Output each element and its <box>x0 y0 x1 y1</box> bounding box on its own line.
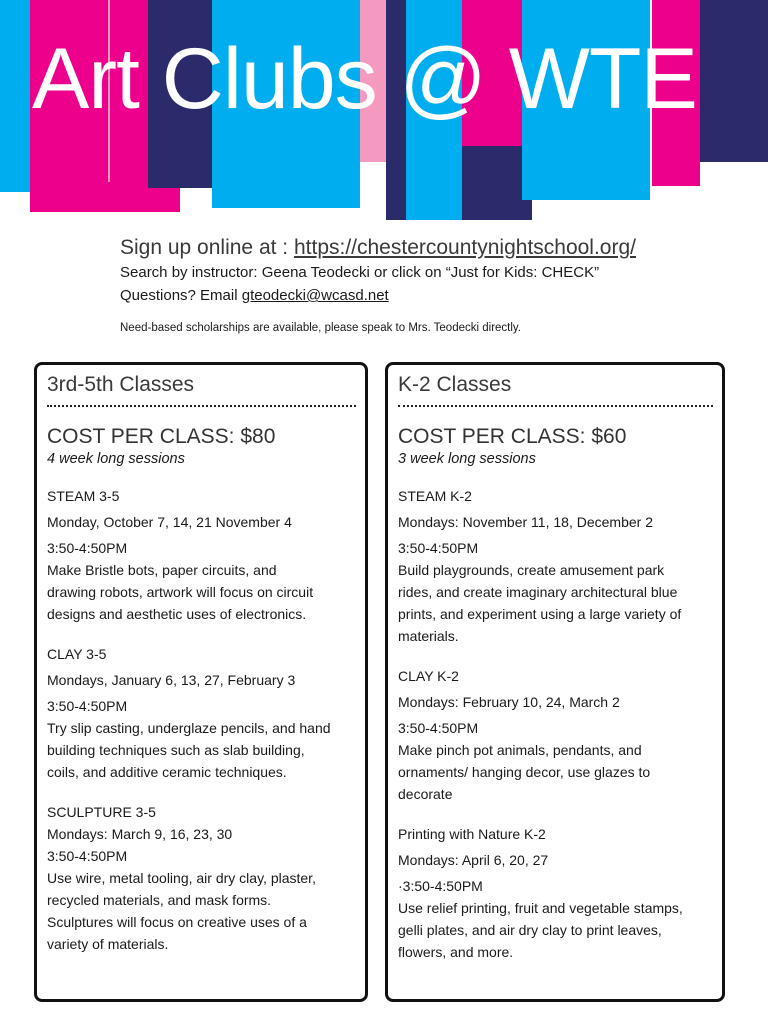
scholarship-note: Need-based scholarships are available, please speak to Mrs. Teodecki directly. <box>120 322 522 334</box>
class-description: Make Bristle bots, paper circuits, and <box>47 562 277 578</box>
class-name: CLAY K-2 <box>398 668 459 684</box>
cost-per-class: COST PER CLASS: $80 <box>47 425 276 448</box>
class-dates: Mondays: March 9, 16, 23, 30 <box>47 826 233 842</box>
class-description: variety of materials. <box>47 936 169 952</box>
signup-link[interactable]: https://chestercountynightschool.org/ <box>293 236 636 259</box>
class-description: Make pinch pot animals, pendants, and <box>398 742 642 758</box>
class-description: Try slip casting, underglaze pencils, and hand <box>47 720 331 736</box>
class-description: Sculptures will focus on creative uses of a <box>47 914 307 930</box>
banner-bar <box>0 0 30 192</box>
class-description: Build playgrounds, create amusement park <box>398 562 665 578</box>
class-description: decorate <box>398 786 453 802</box>
class-name: STEAM K-2 <box>398 488 472 504</box>
signup-prefix: Sign up online at : <box>120 236 294 259</box>
banner-title: Art Clubs @ WTE <box>32 31 697 127</box>
header-banner <box>0 0 768 225</box>
class-name: SCULPTURE 3-5 <box>47 804 156 820</box>
class-description: building techniques such as slab building, <box>47 742 305 758</box>
class-description: flowers, and more. <box>398 944 514 960</box>
search-instructions: Search by instructor: Geena Teodecki or click on “Just for Kids: CHECK” <box>120 264 600 281</box>
class-description: gelli plates, and air dry clay to print leaves, <box>398 922 662 938</box>
class-section <box>398 665 713 805</box>
class-dates: Monday, October 7, 14, 21 November 4 <box>47 514 292 530</box>
class-dates: Mondays, January 6, 13, 27, February 3 <box>47 672 296 688</box>
class-time: ·3:50-4:50PM <box>398 878 483 894</box>
dotted-divider <box>47 405 356 407</box>
class-time: 3:50-4:50PM <box>398 540 479 556</box>
signup-info <box>120 236 760 334</box>
class-description: rides, and create imaginary architectural blue <box>398 584 678 600</box>
class-time: 3:50-4:50PM <box>398 720 479 736</box>
class-description: designs and aesthetic uses of electronics. <box>47 606 307 622</box>
class-section <box>47 485 356 625</box>
questions-prefix: Questions? Email <box>120 287 242 304</box>
class-description: prints, and experiment using a large variety of <box>398 606 682 622</box>
class-description: Use relief printing, fruit and vegetable stamps, <box>398 900 683 916</box>
email-link[interactable]: gteodecki@wcasd.net <box>241 287 389 304</box>
class-dates: Mondays: April 6, 20, 27 <box>398 852 549 868</box>
class-section <box>47 801 356 955</box>
class-description: recycled materials, and mask forms. <box>47 892 272 908</box>
cost-per-class: COST PER CLASS: $60 <box>398 425 627 448</box>
class-name: STEAM 3-5 <box>47 488 120 504</box>
class-section <box>398 485 713 647</box>
signup-line <box>120 236 760 260</box>
class-time: 3:50-4:50PM <box>47 540 128 556</box>
class-description: ornaments/ hanging decor, use glazes to <box>398 764 651 780</box>
class-description: materials. <box>398 628 459 644</box>
class-dates: Mondays: November 11, 18, December 2 <box>398 514 653 530</box>
banner-bar <box>700 0 768 162</box>
class-name: Printing with Nature K-2 <box>398 826 546 842</box>
class-column-3-5 <box>34 362 368 1002</box>
class-name: CLAY 3-5 <box>47 646 107 662</box>
dotted-divider <box>398 405 713 407</box>
session-length: 3 week long sessions <box>398 451 536 467</box>
class-section <box>398 823 713 963</box>
class-description: Use wire, metal tooling, air dry clay, plaster, <box>47 870 316 886</box>
class-section <box>47 643 356 783</box>
class-time: 3:50-4:50PM <box>47 848 128 864</box>
class-dates: Mondays: February 10, 24, March 2 <box>398 694 620 710</box>
column-title: 3rd-5th Classes <box>47 373 195 396</box>
class-description: coils, and additive ceramic techniques. <box>47 764 287 780</box>
column-title: K-2 Classes <box>398 373 512 396</box>
session-length: 4 week long sessions <box>47 451 185 467</box>
class-column-k-2 <box>385 362 725 1002</box>
questions-line <box>120 287 760 304</box>
class-time: 3:50-4:50PM <box>47 698 128 714</box>
class-description: drawing robots, artwork will focus on circuit <box>47 584 314 600</box>
